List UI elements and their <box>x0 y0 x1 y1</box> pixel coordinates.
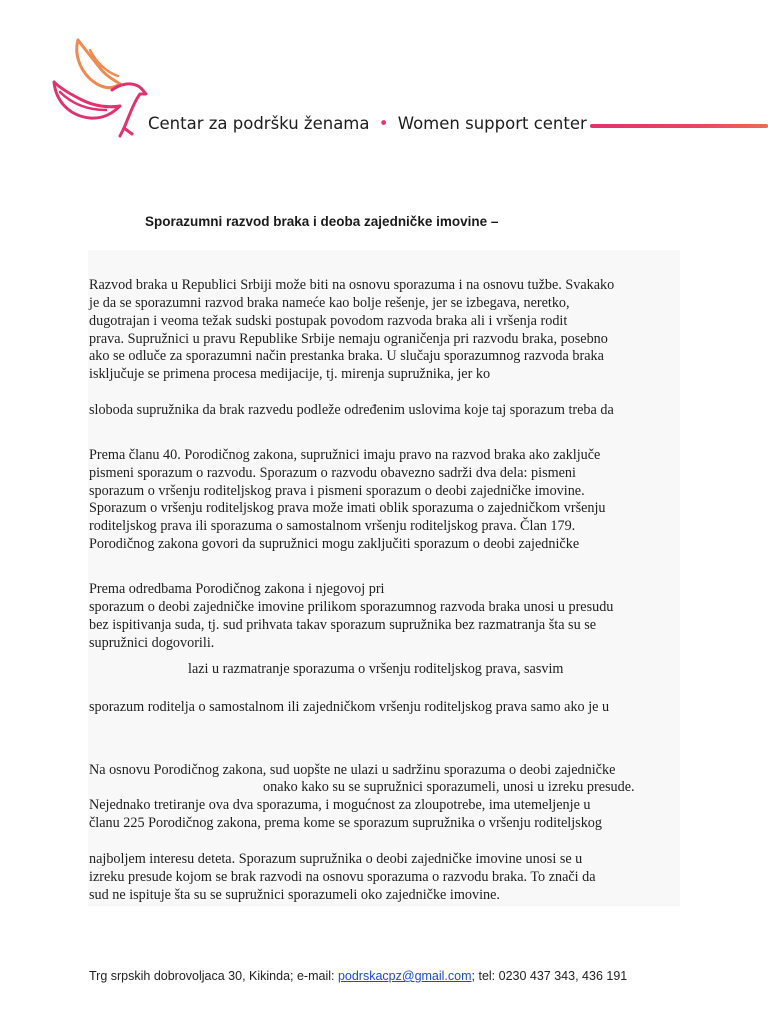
body-line: sporazum o vršenju roditeljskog prava i pismeni sporazum o deobi zajedničke imovine. <box>89 483 585 499</box>
body-line: lazi u razmatranje sporazuma o vršenju roditeljskog prava, sasvim <box>188 661 564 677</box>
body-line: sporazum o deobi zajedničke imovine prilikom sporazumnog razvoda braka unosi u presudu <box>89 599 614 615</box>
body-line: Sporazum o vršenju roditeljskog prava može imati oblik sporazuma o zajedničkom vršenju <box>89 500 606 516</box>
body-line: Porodičnog zakona govori da supružnici mogu zaključiti sporazum o deobi zajedničke <box>89 536 580 552</box>
org-name-english: Women support center <box>397 114 587 133</box>
body-line: roditeljskog prava ili sporazuma o samostalnom vršenju roditeljskog prava. Član 179. <box>89 518 576 534</box>
body-line: supružnici dogovorili. <box>89 635 215 651</box>
body-line: sloboda supružnika da brak razvedu podleže određenim uslovima koje taj sporazum treba da <box>89 402 614 418</box>
body-line: najboljem interesu deteta. Sporazum supružnika o deobi zajedničke imovine unosi se u <box>89 851 583 867</box>
body-line: Prema odredbama Porodičnog zakona i njegovoj pri <box>89 581 385 597</box>
body-line: Na osnovu Porodičnog zakona, sud uopšte ne ulazi u sadržinu sporazuma o deobi zajedničke <box>89 762 616 778</box>
footer-address: Trg srpskih dobrovoljaca 30, Kikinda; e-mail: <box>89 969 338 983</box>
body-line: Nejednako tretiranje ova dva sporazuma, i mogućnost za zloupotrebe, ima utemeljenje u <box>89 797 591 813</box>
body-line: sporazum roditelja o samostalnom ili zajedničkom vršenju roditeljskog prava samo ako je u <box>89 699 610 715</box>
body-line: ako se odluče za sporazumni način prestanka braka. U slučaju sporazumnog razvoda braka <box>89 348 604 364</box>
body-line: Razvod braka u Republici Srbiji može biti na osnovu sporazuma i na osnovu tužbe. Svakako <box>89 277 615 293</box>
body-line: izreku presude kojom se brak razvodi na osnovu sporazuma o razvodu braka. To znači da <box>89 869 596 885</box>
separator-dot: • <box>378 114 389 133</box>
org-name-local: Centar za podršku ženama <box>148 114 370 133</box>
document-title: Sporazumni razvod braka i deoba zajedničke imovine – <box>145 214 499 229</box>
footer-phone: ; tel: 0230 437 343, 436 191 <box>471 969 628 983</box>
organization-name <box>148 114 587 133</box>
body-line: sud ne ispituje šta su se supružnici sporazumeli oko zajedničke imovine. <box>89 887 500 903</box>
body-line: dugotrajan i veoma težak sudski postupak povodom razvoda braka ali i vršenja rodit <box>89 313 568 329</box>
body-line: Prema članu 40. Porodičnog zakona, supružnici imaju pravo na razvod braka ako zaključe <box>89 447 601 463</box>
footer-contact <box>89 969 627 983</box>
body-line: onako kako su se supružnici sporazumeli, unosi u izreku presude. <box>263 779 635 795</box>
body-line: članu 225 Porodičnog zakona, prema kome se sporazum supružnika o vršenju roditeljskog <box>89 815 602 831</box>
winged-dove-logo-icon <box>50 32 150 142</box>
email-link[interactable]: podrskacpz@gmail.com <box>337 969 472 983</box>
body-line: je da se sporazumni razvod braka nameće kao bolje rešenje, jer se izbegava, neretko, <box>89 295 570 311</box>
body-line: isključuje se primena procesa medijacije, tj. mirenja supružnika, jer ko <box>89 366 491 382</box>
body-line: bez ispitivanja suda, tj. sud prihvata takav sporazum supružnika bez razmatranja šta su se <box>89 617 597 633</box>
body-line: pismeni sporazum o razvodu. Sporazum o razvodu obavezno sadrži dva dela: pismeni <box>89 465 576 481</box>
brand-divider-bar <box>590 124 768 128</box>
body-line: prava. Supružnici u pravu Republike Srbije nemaju ograničenja pri razvodu braka, posebno <box>89 331 608 347</box>
